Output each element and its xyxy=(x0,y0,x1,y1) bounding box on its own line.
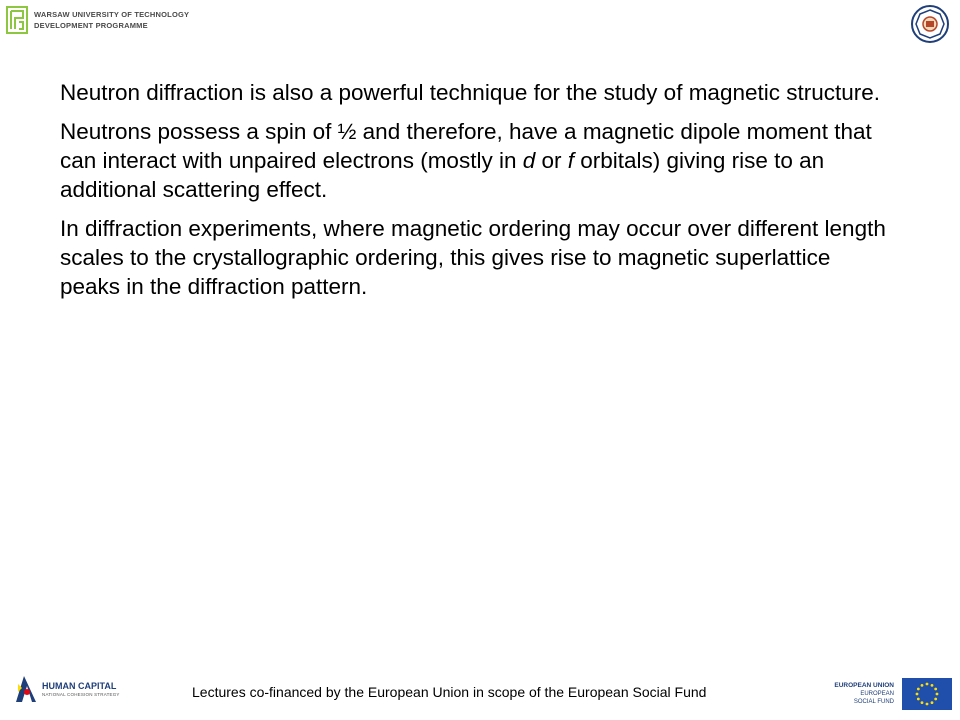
paragraph xyxy=(60,117,890,204)
university-line2: DEVELOPMENT PROGRAMME xyxy=(34,21,148,30)
slide-footer xyxy=(0,660,960,720)
text-run: or xyxy=(535,148,568,173)
eu-star-icon xyxy=(936,693,939,696)
text-run: Neutron diffraction is also a powerful technique for the study of magnetic structure. xyxy=(60,80,881,105)
text-run: Neutrons possess a spin of ½ and therefore, have a magnetic dipole moment that can interact with unpaired electrons (mostly in xyxy=(60,119,872,173)
eu-star-icon xyxy=(931,684,934,687)
slide-content xyxy=(60,78,890,311)
eu-star-icon xyxy=(926,703,929,706)
eu-star-icon xyxy=(934,688,937,691)
eu-star-icon xyxy=(917,698,920,701)
italic-text: d xyxy=(522,148,536,173)
eu-social-fund-logo xyxy=(834,678,952,710)
human-capital-logo xyxy=(14,674,120,704)
paragraph xyxy=(60,214,890,301)
cofinanced-notice: Lectures co-financed by the European Union in scope of the European Social Fund xyxy=(192,684,707,700)
eu-line1: EUROPEAN UNION xyxy=(834,682,894,689)
university-logo xyxy=(6,6,189,34)
eu-star-icon xyxy=(916,693,919,696)
eu-star-icon xyxy=(921,701,924,704)
pw-logo-icon xyxy=(6,6,28,34)
university-line1: WARSAW UNIVERSITY OF TECHNOLOGY xyxy=(34,10,190,19)
slide-header xyxy=(0,0,960,48)
paragraph xyxy=(60,78,890,107)
eu-line3: SOCIAL FUND xyxy=(853,699,894,705)
university-seal-icon xyxy=(910,4,950,44)
eu-star-icon xyxy=(921,684,924,687)
eu-star-icon xyxy=(926,683,929,686)
eu-star-icon xyxy=(934,698,937,701)
eu-line2: EUROPEAN xyxy=(860,691,894,697)
university-name xyxy=(34,9,189,31)
eu-star-icon xyxy=(931,701,934,704)
italic-text: f xyxy=(567,148,575,173)
human-capital-subtitle: NATIONAL COHESION STRATEGY xyxy=(42,691,120,697)
human-capital-title: HUMAN CAPITAL xyxy=(42,680,117,691)
eu-star-icon xyxy=(917,688,920,691)
text-run: orbitals) giving rise to an additional scattering effect. xyxy=(60,148,825,202)
human-capital-icon xyxy=(14,674,38,704)
eu-flag-icon xyxy=(902,678,952,710)
text-run: In diffraction experiments, where magnetic ordering may occur over different length scales to the crystallographic ordering, this gives rise to magnetic superlattice peaks in the diffraction pattern. xyxy=(60,216,886,299)
